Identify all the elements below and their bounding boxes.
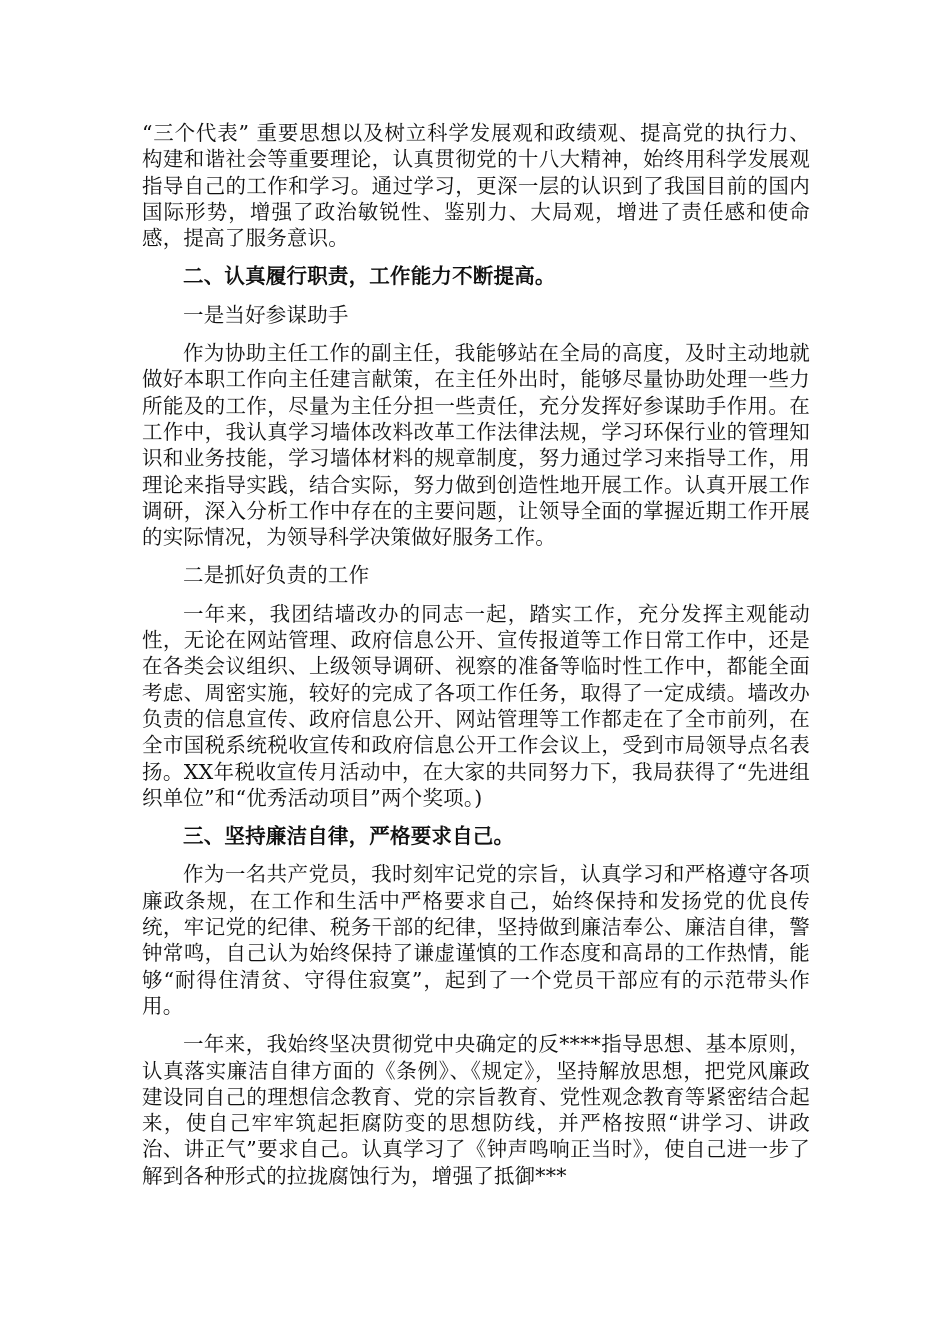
paragraph-anti-corruption: 一年来，我始终坚决贯彻党中央确定的反****指导思想、基本原则，认真落实廉洁自律方面的《条例》、《规定》，坚持解放思想，把党风廉政建设同自己的理想信念教育、党的宗旨教育、党性观念教育等紧密结合起来，使自己牢牢筑起拒腐防变的思想防线，并严格按照“讲学习、讲政治、讲正气”要求自己。认真学习了《钟声鸣响正当时》，使自己进一步了解到各种形式的拉拢腐蚀行为，增强了抵御*** bbox=[142, 1032, 810, 1188]
subsection-heading-2: 二是抓好负责的工作 bbox=[183, 563, 370, 588]
paragraph-party-member: 作为一名共产党员，我时刻牢记党的宗旨，认真学习和严格遵守各项廉政条规，在工作和生活中严格要求自己，始终保持和发扬党的优良传统，牢记党的纪律、税务干部的纪律，坚持做到廉洁奉公、廉洁自律，警钟常鸣，自己认为始终保持了谦虚谨慎的工作态度和高昂的工作热情，能够“耐得住清贫、守得住寂寞”，起到了一个党员干部应有的示范带头作用。 bbox=[142, 862, 810, 1018]
paragraph-work-results: 一年来，我团结墙改办的同志一起，踏实工作，充分发挥主观能动性，无论在网站管理、政府信息公开、宣传报道等工作日常工作中，还是在各类会议组织、上级领导调研、视察的准备等临时性工作中，都能全面考虑、周密实施，较好的完成了各项工作任务，取得了一定成绩。墙改办负责的信息宣传、政府信息公开、网站管理等工作都走在了全市前列，在全市国税系统税收宣传和政府信息公开工作会议上，受到市局领导点名表扬。XX年税收宣传月活动中，在大家的共同努力下，我局获得了“先进组织单位”和“优秀活动项目”两个奖项。) bbox=[142, 601, 810, 810]
section-heading-2: 二、认真履行职责，工作能力不断提高。 bbox=[183, 264, 556, 289]
section-heading-3: 三、坚持廉洁自律，严格要求自己。 bbox=[183, 824, 515, 849]
document-body bbox=[142, 120, 810, 1189]
paragraph-advisor-role: 作为协助主任工作的副主任，我能够站在全局的高度，及时主动地就做好本职工作向主任建言献策，在主任外出时，能够尽量协助处理一些力所能及的工作，尽量为主任分担一些责任，充分发挥好参谋助手作用。在工作中，我认真学习墙体改料改革工作法律法规，学习环保行业的管理知识和业务技能，学习墙体材料的规章制度，努力通过学习来指导工作，用理论来指导实践，结合实际，努力做到创造性地开展工作。认真开展工作调研，深入分析工作中存在的主要问题，让领导全面的掌握近期工作开展的实际情况，为领导科学决策做好服务工作。 bbox=[142, 341, 810, 550]
subsection-heading-1: 一是当好参谋助手 bbox=[183, 302, 349, 327]
paragraph-intro-continuation: “三个代表” 重要思想以及树立科学发展观和政绩观、提高党的执行力、构建和谐社会等重要理论，认真贯彻党的十八大精神，始终用科学发展观指导自己的工作和学习。通过学习，更深一层的认识到了我国目前的国内国际形势，增强了政治敏锐性、鉴别力、大局观，增进了责任感和使命感，提高了服务意识。 bbox=[142, 121, 810, 251]
